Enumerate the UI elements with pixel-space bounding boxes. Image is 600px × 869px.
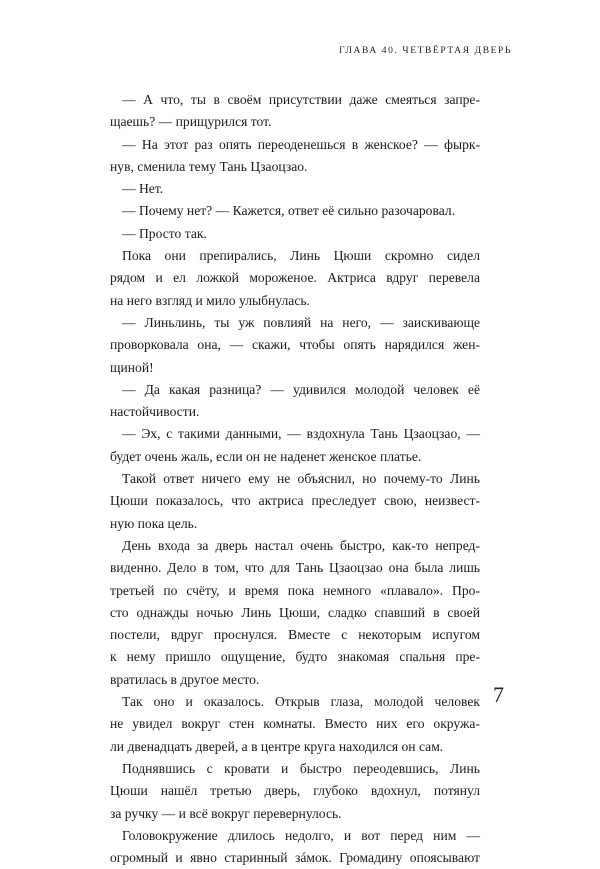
text-line: Цюши нашёл третью дверь, глубоко вдохнул, потянул: [110, 783, 480, 799]
text-line: проворковала она, — скажи, чтобы опять нарядился жен-: [110, 337, 480, 353]
text-line: Такой ответ ничего ему не объяснил, но почему-то Линь: [122, 471, 480, 487]
text-line: постели, вдруг проснулся. Вместе с некоторым испугом: [110, 627, 480, 643]
text-line: — А что, ты в своём присутствии даже смеяться запре-: [122, 92, 480, 107]
text-line: виденно. Дело в том, что для Тань Цзаоцзао она была лишь: [110, 560, 480, 576]
text-line: огромный и явно старинный зáмок. Громадину опоясывают: [110, 850, 480, 866]
text-line: вратилась в другое место.: [110, 671, 260, 687]
text-line: щиной!: [110, 359, 154, 375]
text-line: ли двенадцать дверей, а в центре круга находился он сам.: [110, 738, 444, 754]
page-number: 7: [493, 682, 504, 707]
text-line: сто однажды ночью Линь Цюши, сладко спавший в своей: [110, 604, 480, 620]
text-line: — Да какая разница? — удивился молодой человек её: [122, 381, 480, 397]
text-line: — Почему нет? — Кажется, ответ её сильно разочаровал.: [122, 203, 456, 219]
text-line: будет очень жаль, если он не наденет женское платье.: [110, 448, 422, 464]
text-line: за ручку — и всё вокруг перевернулось.: [110, 805, 342, 821]
text-line: Поднявшись с кровати и быстро переодевшись, Линь: [122, 760, 480, 776]
text-line: на него взгляд и мило улыбнулась.: [110, 292, 310, 308]
text-line: — На этот раз опять переоденешься в женское? — фырк-: [122, 136, 480, 152]
text-line: не увидел вокруг стен комнаты. Вместо них его окружа-: [110, 716, 480, 732]
text-line: настойчивости.: [110, 404, 200, 420]
running-header: ГЛАВА 40. ЧЕТВЁРТАЯ ДВЕРЬ: [339, 46, 512, 56]
text-line: День входа за дверь настал очень быстро, как-то непред-: [122, 537, 480, 553]
text-line: ную пока цель.: [110, 515, 198, 531]
text-line: нув, сменила тему Тань Цзаоцзао.: [110, 158, 308, 174]
text-line: — Линьлинь, ты уж повлияй на него, — заискивающе: [122, 314, 480, 330]
text-line: Пока они препирались, Линь Цюши скромно сидел: [122, 248, 480, 264]
text-line: рядом и ел ложкой мороженое. Актриса вдруг перевела: [110, 270, 480, 286]
text-line: к нему пришло ощущение, будто знакомая спальня пре-: [110, 649, 480, 665]
text-line: третьей по счёту, и время пока немного «плавало». Про-: [110, 582, 480, 598]
text-line: Головокружение длилось недолго, и вот перед ним —: [122, 827, 480, 843]
text-line: — Эх, с такими данными, — вздохнула Тань Цзаоцзао, —: [122, 426, 480, 442]
text-line: Так оно и оказалось. Открыв глаза, молодой человек: [122, 694, 480, 710]
text-line: — Нет.: [122, 181, 164, 197]
text-line: Цюши показалось, что актриса преследует свою, неизвест-: [110, 493, 480, 509]
text-line: — Просто так.: [122, 225, 207, 241]
body-text: [110, 89, 480, 869]
text-line: щаешь? — прищурился тот.: [110, 114, 272, 130]
